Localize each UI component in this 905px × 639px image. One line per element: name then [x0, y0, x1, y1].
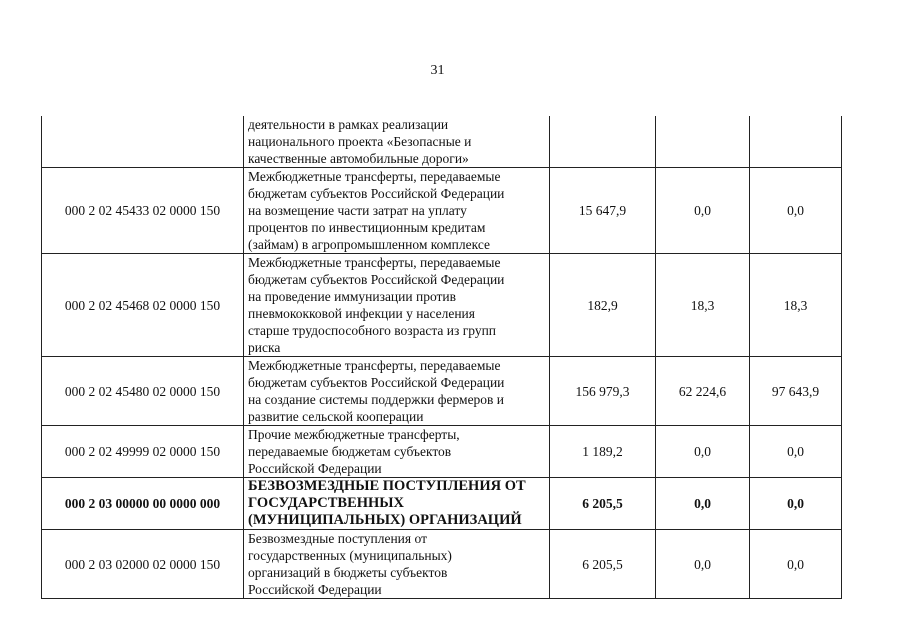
description-line: развитие сельской кооперации — [248, 409, 424, 424]
description-line: ГОСУДАРСТВЕННЫХ — [248, 495, 405, 511]
description-line: Межбюджетные трансферты, передаваемые — [248, 255, 501, 270]
amount-2022-cell: 97 643,9 — [750, 357, 842, 426]
description-cell — [244, 254, 550, 357]
budget-table-body — [42, 116, 842, 599]
description-cell — [244, 426, 550, 478]
amount-2022-cell: 18,3 — [750, 254, 842, 357]
amount-2020-cell: 6 205,5 — [550, 530, 656, 599]
budget-code-cell: 000 2 02 45480 02 0000 150 — [42, 357, 244, 426]
amount-2020-cell: 182,9 — [550, 254, 656, 357]
description-line: Прочие межбюджетные трансферты, — [248, 427, 460, 442]
table-row — [42, 426, 842, 478]
description-line: на создание системы поддержки фермеров и — [248, 392, 505, 407]
amount-2020-cell: 6 205,5 — [550, 478, 656, 530]
amount-2022-cell: 0,0 — [750, 426, 842, 478]
description-line: Безвозмездные поступления от — [248, 531, 427, 546]
amount-2020-cell: 15 647,9 — [550, 168, 656, 254]
table-row — [42, 254, 842, 357]
description-line: деятельности в рамках реализации — [248, 117, 449, 132]
budget-code-cell: 000 2 03 02000 02 0000 150 — [42, 530, 244, 599]
page-number: 31 — [430, 63, 445, 78]
amount-2022-cell — [750, 116, 842, 168]
budget-code-cell: 000 2 02 49999 02 0000 150 — [42, 426, 244, 478]
description-line: риска — [248, 340, 281, 355]
budget-code-cell: 000 2 02 45433 02 0000 150 — [42, 168, 244, 254]
description-line: старше трудоспособного возраста из групп — [248, 323, 497, 338]
amount-2021-cell — [656, 116, 750, 168]
description-cell — [244, 478, 550, 530]
description-cell — [244, 357, 550, 426]
amount-2021-cell: 0,0 — [656, 478, 750, 530]
table-row — [42, 478, 842, 530]
budget-code-cell: 000 2 02 45468 02 0000 150 — [42, 254, 244, 357]
amount-2021-cell: 0,0 — [656, 426, 750, 478]
description-line: процентов по инвестиционным кредитам — [248, 220, 486, 235]
table-row — [42, 530, 842, 599]
amount-2020-cell — [550, 116, 656, 168]
description-line: Российской Федерации — [248, 582, 382, 597]
amount-2021-cell: 0,0 — [656, 530, 750, 599]
description-line: бюджетам субъектов Российской Федерации — [248, 375, 505, 390]
amount-2022-cell: 0,0 — [750, 478, 842, 530]
description-cell — [244, 116, 550, 168]
description-line: государственных (муниципальных) — [248, 548, 452, 563]
description-line: Межбюджетные трансферты, передаваемые — [248, 358, 501, 373]
description-line: организаций в бюджеты субъектов — [248, 565, 448, 580]
table-row — [42, 116, 842, 168]
budget-code-cell — [42, 116, 244, 168]
description-line: бюджетам субъектов Российской Федерации — [248, 272, 505, 287]
description-line: бюджетам субъектов Российской Федерации — [248, 186, 505, 201]
budget-code-cell: 000 2 03 00000 00 0000 000 — [42, 478, 244, 530]
amount-2021-cell: 62 224,6 — [656, 357, 750, 426]
description-line: (МУНИЦИПАЛЬНЫХ) ОРГАНИЗАЦИЙ — [248, 512, 522, 528]
description-line: Межбюджетные трансферты, передаваемые — [248, 169, 501, 184]
description-line: пневмококковой инфекции у населения — [248, 306, 475, 321]
description-line: Российской Федерации — [248, 461, 382, 476]
amount-2021-cell: 18,3 — [656, 254, 750, 357]
amount-2022-cell: 0,0 — [750, 530, 842, 599]
description-cell — [244, 168, 550, 254]
amount-2020-cell: 1 189,2 — [550, 426, 656, 478]
budget-table — [41, 116, 842, 599]
table-row — [42, 168, 842, 254]
description-line: на проведение иммунизации против — [248, 289, 457, 304]
table-row — [42, 357, 842, 426]
description-line: (займам) в агропромышленном комплексе — [248, 237, 490, 252]
description-cell — [244, 530, 550, 599]
amount-2022-cell: 0,0 — [750, 168, 842, 254]
description-line: передаваемые бюджетам субъектов — [248, 444, 452, 459]
amount-2020-cell: 156 979,3 — [550, 357, 656, 426]
description-line: БЕЗВОЗМЕЗДНЫЕ ПОСТУПЛЕНИЯ ОТ — [248, 478, 526, 494]
description-line: качественные автомобильные дороги» — [248, 151, 469, 166]
description-line: на возмещение части затрат на уплату — [248, 203, 467, 218]
amount-2021-cell: 0,0 — [656, 168, 750, 254]
description-line: национального проекта «Безопасные и — [248, 134, 472, 149]
